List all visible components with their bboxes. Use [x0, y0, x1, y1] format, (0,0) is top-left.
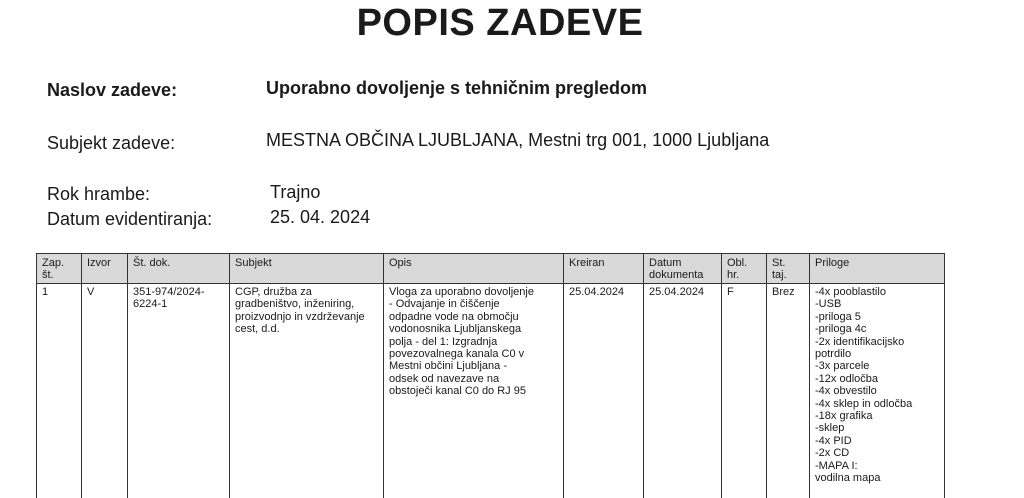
header-izvor: Izvor [82, 254, 128, 284]
header-zap: Zap. št. [37, 254, 82, 284]
header-priloge: Priloge [810, 254, 945, 284]
cell-st-dok: 351-974/2024- 6224-1 [128, 284, 230, 498]
cell-zap: 1 [37, 284, 82, 498]
header-obl-hr: Obl. hr. [722, 254, 767, 284]
header-kreiran: Kreiran [564, 254, 644, 284]
table-row [37, 284, 945, 498]
header-datum-dokumenta: Datum dokumenta [644, 254, 722, 284]
datum-value: 25. 04. 2024 [270, 207, 370, 228]
subjekt-label: Subjekt zadeve: [47, 133, 175, 154]
header-subjekt: Subjekt [230, 254, 384, 284]
cell-subjekt: CGP, družba za gradbeništvo, inženiring, proizvodnjo in vzdrževanje cest, d.d. [230, 284, 384, 498]
records-table [36, 253, 945, 498]
subjekt-value: MESTNA OBČINA LJUBLJANA, Mestni trg 001, 1000 Ljubljana [266, 130, 769, 151]
rok-value: Trajno [270, 182, 320, 203]
document-title: POPIS ZADEVE [0, 2, 1000, 45]
cell-izvor: V [82, 284, 128, 498]
header-st-dok: Št. dok. [128, 254, 230, 284]
naslov-label: Naslov zadeve: [47, 80, 177, 101]
header-opis: Opis [384, 254, 564, 284]
cell-priloge: -4x pooblastilo -USB -priloga 5 -priloga 4c -2x identifikacijsko potrdilo -3x parcele -12x odločba -4x obvestilo -4x sklep in odločba -18x grafika -sklep -4x PID -2x CD -MAPA I: vodilna mapa [810, 284, 945, 498]
cell-kreiran: 25.04.2024 [564, 284, 644, 498]
cell-datum-dokumenta: 25.04.2024 [644, 284, 722, 498]
rok-label: Rok hrambe: [47, 184, 150, 205]
datum-label: Datum evidentiranja: [47, 209, 212, 230]
table-header-row [37, 254, 945, 284]
naslov-value: Uporabno dovoljenje s tehničnim pregledom [266, 78, 647, 99]
cell-opis: Vloga za uporabno dovoljenje - Odvajanje in čiščenje odpadne vode na območju vodonosnika Ljubljanskega polja - del 1: Izgradnja povezovalnega kanala C0 v Mestni občini Ljubljana - odsek od navezave na obstoječi kanal C0 do RJ 95 [384, 284, 564, 498]
header-st-taj: St. taj. [767, 254, 810, 284]
cell-st-taj: Brez [767, 284, 810, 498]
cell-obl-hr: F [722, 284, 767, 498]
